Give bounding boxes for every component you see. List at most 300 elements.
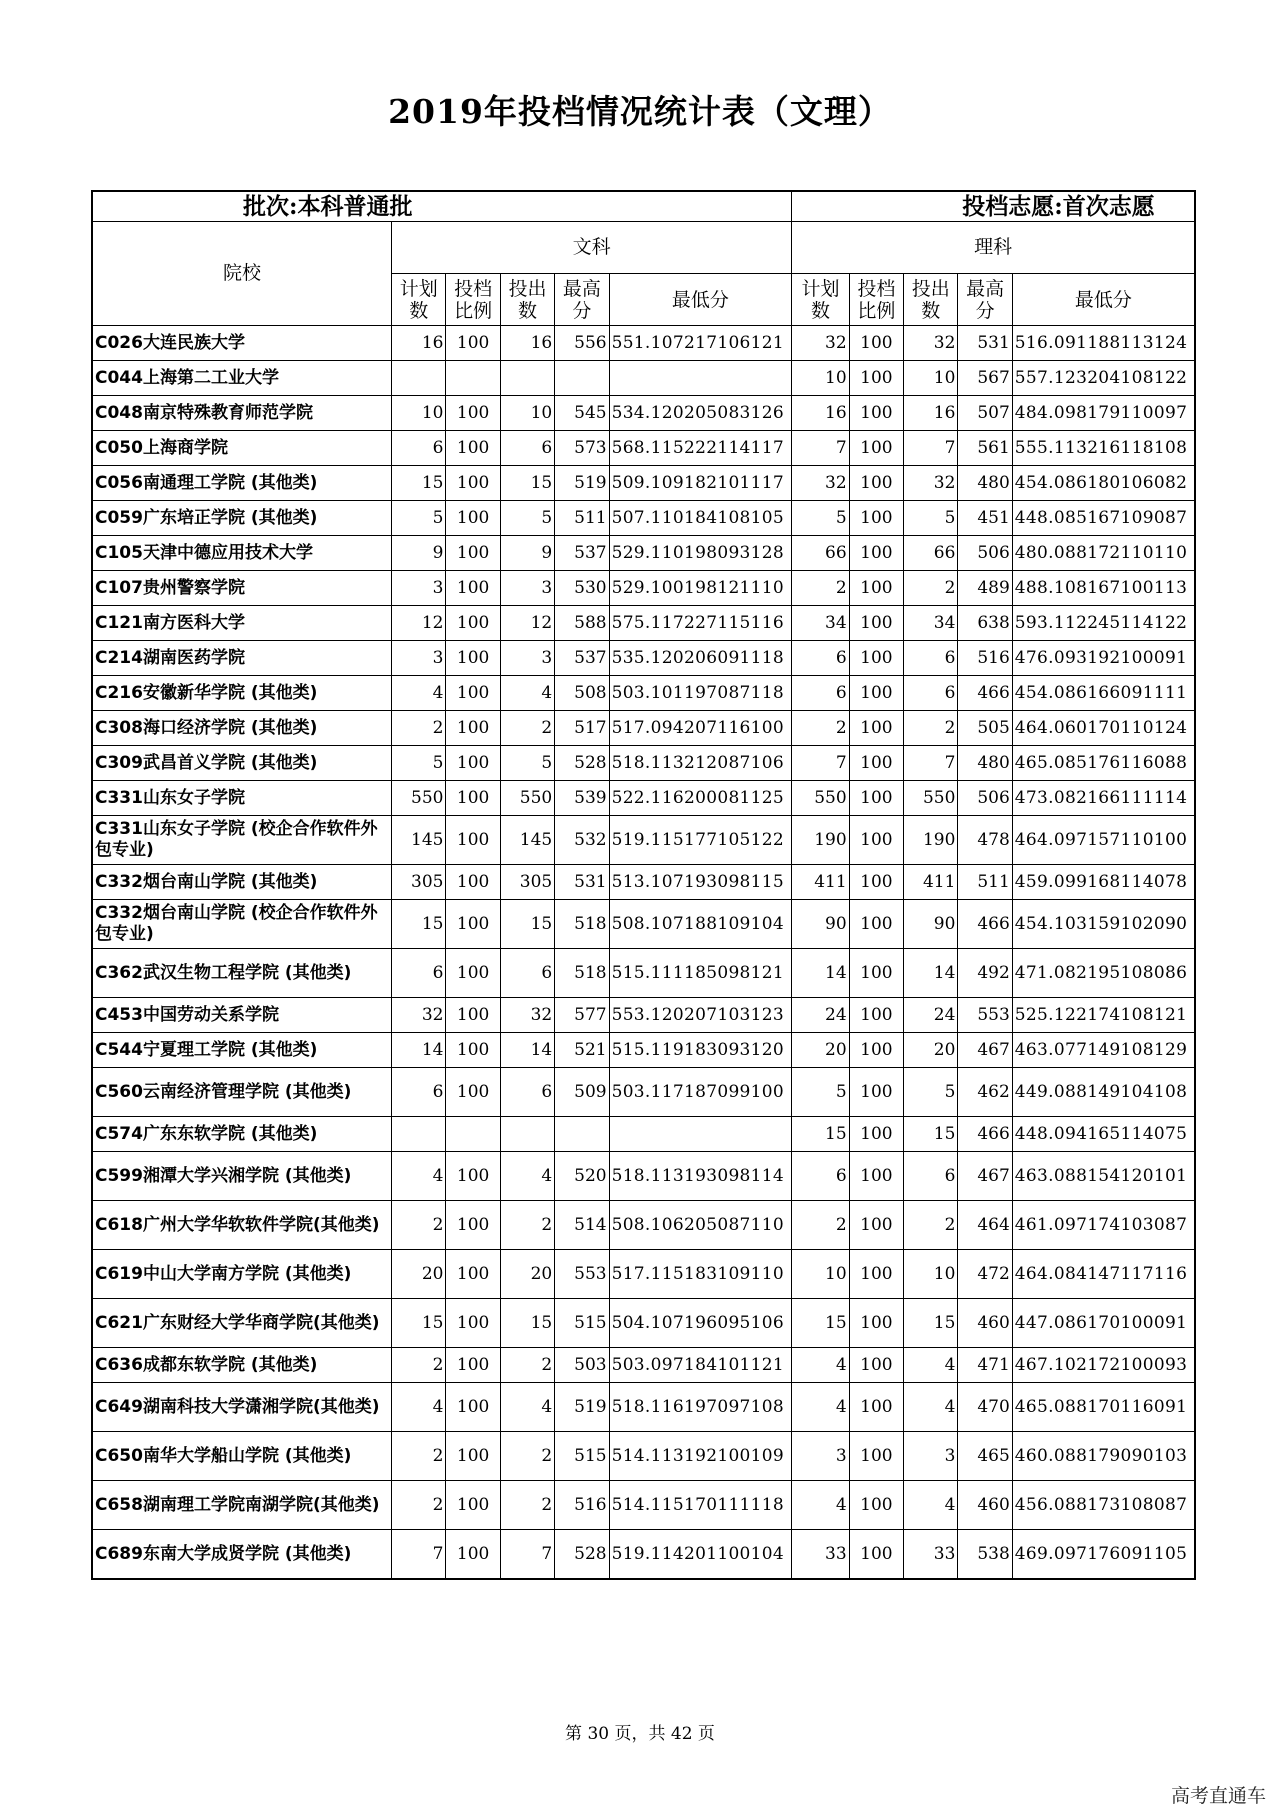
school-name-cell: C362武汉生物工程学院 (其他类) <box>92 949 392 998</box>
science-out-cell: 7 <box>904 431 958 466</box>
liberal-max-cell: 511 <box>555 501 609 536</box>
science-min-cell: 463.088154120101 <box>1012 1152 1195 1201</box>
science-ratio-cell: 100 <box>849 1530 903 1580</box>
science-plan-cell: 66 <box>792 536 849 571</box>
science-plan-cell: 190 <box>792 816 849 865</box>
liberal-ratio-cell: 100 <box>446 606 500 641</box>
science-min-cell: 471.082195108086 <box>1012 949 1195 998</box>
science-min-cell: 448.085167109087 <box>1012 501 1195 536</box>
science-plan-cell: 10 <box>792 361 849 396</box>
liberal-plan-cell: 145 <box>392 816 446 865</box>
liberal-max-cell: 573 <box>555 431 609 466</box>
science-min-cell: 449.088149104108 <box>1012 1068 1195 1117</box>
table-row <box>92 676 1195 711</box>
science-min-cell: 448.094165114075 <box>1012 1117 1195 1152</box>
science-ratio-cell: 100 <box>849 998 903 1033</box>
liberal-min-cell: 507.110184108105 <box>609 501 792 536</box>
liberal-out-cell: 3 <box>500 641 554 676</box>
liberal-min-cell: 519.114201100104 <box>609 1530 792 1580</box>
science-out-cell: 6 <box>904 641 958 676</box>
liberal-plan-cell: 4 <box>392 1152 446 1201</box>
stats-table <box>91 190 1196 1580</box>
science-max-cell: 465 <box>958 1432 1012 1481</box>
table-row <box>92 1250 1195 1299</box>
science-ratio-header: 投档 比例 <box>849 274 903 326</box>
science-min-cell: 476.093192100091 <box>1012 641 1195 676</box>
science-min-cell: 593.112245114122 <box>1012 606 1195 641</box>
liberal-max-cell: 528 <box>555 746 609 781</box>
school-name-cell: C050上海商学院 <box>92 431 392 466</box>
science-out-cell: 5 <box>904 1068 958 1117</box>
liberal-plan-cell: 305 <box>392 865 446 900</box>
liberal-min-cell: 503.117187099100 <box>609 1068 792 1117</box>
science-plan-cell: 4 <box>792 1348 849 1383</box>
table-row <box>92 466 1195 501</box>
liberal-plan-cell: 2 <box>392 711 446 746</box>
liberal-plan-cell: 3 <box>392 641 446 676</box>
liberal-ratio-cell: 100 <box>446 865 500 900</box>
science-plan-cell: 32 <box>792 326 849 361</box>
liberal-ratio-cell <box>446 361 500 396</box>
science-plan-cell: 7 <box>792 746 849 781</box>
science-out-cell: 33 <box>904 1530 958 1580</box>
school-name-cell: C026大连民族大学 <box>92 326 392 361</box>
science-max-cell: 480 <box>958 466 1012 501</box>
liberal-max-header: 最高 分 <box>555 274 609 326</box>
table-row <box>92 1201 1195 1250</box>
science-max-cell: 561 <box>958 431 1012 466</box>
liberal-min-cell: 515.111185098121 <box>609 949 792 998</box>
science-plan-cell: 6 <box>792 1152 849 1201</box>
science-ratio-cell: 100 <box>849 1152 903 1201</box>
liberal-max-cell: 530 <box>555 571 609 606</box>
science-plan-cell: 32 <box>792 466 849 501</box>
science-out-cell: 15 <box>904 1117 958 1152</box>
science-max-cell: 538 <box>958 1530 1012 1580</box>
school-column-header: 院校 <box>92 222 392 326</box>
science-out-cell: 6 <box>904 1152 958 1201</box>
table-row <box>92 1068 1195 1117</box>
liberal-plan-cell: 20 <box>392 1250 446 1299</box>
liberal-ratio-cell: 100 <box>446 1348 500 1383</box>
science-out-cell: 2 <box>904 1201 958 1250</box>
liberal-out-cell: 12 <box>500 606 554 641</box>
liberal-out-cell: 16 <box>500 326 554 361</box>
science-max-cell: 489 <box>958 571 1012 606</box>
liberal-ratio-cell: 100 <box>446 949 500 998</box>
liberal-plan-cell: 15 <box>392 1299 446 1348</box>
liberal-plan-cell: 2 <box>392 1348 446 1383</box>
school-name-cell: C658湖南理工学院南湖学院(其他类) <box>92 1481 392 1530</box>
liberal-out-cell: 32 <box>500 998 554 1033</box>
science-plan-cell: 4 <box>792 1383 849 1432</box>
liberal-out-cell: 145 <box>500 816 554 865</box>
preference-label: 投档志愿:首次志愿 <box>792 191 1195 222</box>
science-out-cell: 90 <box>904 900 958 949</box>
liberal-max-cell: 537 <box>555 536 609 571</box>
liberal-plan-cell: 15 <box>392 900 446 949</box>
liberal-min-header: 最低分 <box>609 274 792 326</box>
liberal-max-cell: 531 <box>555 865 609 900</box>
liberal-max-cell: 577 <box>555 998 609 1033</box>
liberal-max-cell: 521 <box>555 1033 609 1068</box>
liberal-max-cell: 532 <box>555 816 609 865</box>
liberal-min-cell: 503.097184101121 <box>609 1348 792 1383</box>
school-name-cell: C618广州大学华软软件学院(其他类) <box>92 1201 392 1250</box>
liberal-out-cell: 5 <box>500 501 554 536</box>
table-row <box>92 781 1195 816</box>
science-max-cell: 451 <box>958 501 1012 536</box>
science-out-cell: 4 <box>904 1383 958 1432</box>
school-name-cell: C048南京特殊教育师范学院 <box>92 396 392 431</box>
science-max-cell: 466 <box>958 900 1012 949</box>
science-min-cell: 480.088172110110 <box>1012 536 1195 571</box>
science-plan-cell: 34 <box>792 606 849 641</box>
liberal-plan-cell: 2 <box>392 1201 446 1250</box>
science-ratio-cell: 100 <box>849 1033 903 1068</box>
science-ratio-cell: 100 <box>849 1299 903 1348</box>
science-plan-cell: 4 <box>792 1481 849 1530</box>
science-plan-cell: 5 <box>792 501 849 536</box>
school-name-cell: C599湘潭大学兴湘学院 (其他类) <box>92 1152 392 1201</box>
science-plan-cell: 3 <box>792 1432 849 1481</box>
science-max-cell: 511 <box>958 865 1012 900</box>
science-max-cell: 531 <box>958 326 1012 361</box>
liberal-max-cell <box>555 361 609 396</box>
school-name-cell: C574广东东软学院 (其他类) <box>92 1117 392 1152</box>
liberal-out-cell: 4 <box>500 1152 554 1201</box>
science-min-cell: 460.088179090103 <box>1012 1432 1195 1481</box>
liberal-min-cell: 518.116197097108 <box>609 1383 792 1432</box>
liberal-plan-cell: 12 <box>392 606 446 641</box>
liberal-min-cell: 514.115170111118 <box>609 1481 792 1530</box>
science-ratio-cell: 100 <box>849 1383 903 1432</box>
liberal-max-cell: 519 <box>555 466 609 501</box>
liberal-min-cell <box>609 361 792 396</box>
science-min-header: 最低分 <box>1012 274 1195 326</box>
liberal-plan-cell: 10 <box>392 396 446 431</box>
table-row <box>92 361 1195 396</box>
liberal-min-cell: 568.115222114117 <box>609 431 792 466</box>
table-row <box>92 1299 1195 1348</box>
science-min-cell: 454.103159102090 <box>1012 900 1195 949</box>
science-min-cell: 467.102172100093 <box>1012 1348 1195 1383</box>
liberal-ratio-cell: 100 <box>446 571 500 606</box>
science-plan-cell: 15 <box>792 1299 849 1348</box>
liberal-max-cell: 515 <box>555 1299 609 1348</box>
science-max-cell: 470 <box>958 1383 1012 1432</box>
liberal-max-cell: 518 <box>555 900 609 949</box>
science-ratio-cell: 100 <box>849 466 903 501</box>
liberal-ratio-header: 投档 比例 <box>446 274 500 326</box>
liberal-out-cell <box>500 361 554 396</box>
liberal-min-cell: 519.115177105122 <box>609 816 792 865</box>
science-min-cell: 525.122174108121 <box>1012 998 1195 1033</box>
science-out-cell: 550 <box>904 781 958 816</box>
science-max-cell: 638 <box>958 606 1012 641</box>
liberal-min-cell: 509.109182101117 <box>609 466 792 501</box>
science-plan-cell: 10 <box>792 1250 849 1299</box>
science-min-cell: 464.084147117116 <box>1012 1250 1195 1299</box>
liberal-min-cell: 529.110198093128 <box>609 536 792 571</box>
liberal-out-cell: 10 <box>500 396 554 431</box>
liberal-ratio-cell: 100 <box>446 781 500 816</box>
liberal-max-cell: 514 <box>555 1201 609 1250</box>
liberal-out-cell: 2 <box>500 1348 554 1383</box>
liberal-min-cell <box>609 1117 792 1152</box>
liberal-arts-header: 文科 <box>392 222 792 274</box>
science-out-cell: 6 <box>904 676 958 711</box>
science-ratio-cell: 100 <box>849 501 903 536</box>
science-plan-cell: 33 <box>792 1530 849 1580</box>
science-plan-cell: 6 <box>792 641 849 676</box>
science-ratio-cell: 100 <box>849 326 903 361</box>
science-min-cell: 484.098179110097 <box>1012 396 1195 431</box>
science-ratio-cell: 100 <box>849 1068 903 1117</box>
science-out-cell: 24 <box>904 998 958 1033</box>
table-row <box>92 865 1195 900</box>
science-ratio-cell: 100 <box>849 900 903 949</box>
liberal-max-cell: 519 <box>555 1383 609 1432</box>
science-max-cell: 507 <box>958 396 1012 431</box>
science-ratio-cell: 100 <box>849 949 903 998</box>
liberal-ratio-cell: 100 <box>446 1201 500 1250</box>
liberal-min-cell: 551.107217106121 <box>609 326 792 361</box>
liberal-ratio-cell: 100 <box>446 1481 500 1530</box>
table-row <box>92 1383 1195 1432</box>
science-out-cell: 4 <box>904 1481 958 1530</box>
liberal-ratio-cell: 100 <box>446 641 500 676</box>
table-row <box>92 1152 1195 1201</box>
liberal-max-cell: 520 <box>555 1152 609 1201</box>
table-row <box>92 501 1195 536</box>
liberal-min-cell: 513.107193098115 <box>609 865 792 900</box>
science-max-cell: 506 <box>958 781 1012 816</box>
page-title: 2019年投档情况统计表（文理） <box>388 92 892 131</box>
liberal-max-cell: 517 <box>555 711 609 746</box>
liberal-ratio-cell: 100 <box>446 676 500 711</box>
science-out-cell: 32 <box>904 326 958 361</box>
liberal-plan-cell: 9 <box>392 536 446 571</box>
liberal-out-cell: 2 <box>500 1432 554 1481</box>
science-min-cell: 488.108167100113 <box>1012 571 1195 606</box>
liberal-out-header: 投出 数 <box>500 274 554 326</box>
science-max-cell: 466 <box>958 676 1012 711</box>
liberal-plan-cell: 7 <box>392 1530 446 1580</box>
science-min-cell: 454.086180106082 <box>1012 466 1195 501</box>
school-name-cell: C121南方医科大学 <box>92 606 392 641</box>
liberal-ratio-cell: 100 <box>446 998 500 1033</box>
science-min-cell: 463.077149108129 <box>1012 1033 1195 1068</box>
liberal-plan-cell: 5 <box>392 746 446 781</box>
table-row <box>92 1432 1195 1481</box>
science-min-cell: 465.088170116091 <box>1012 1383 1195 1432</box>
table-row <box>92 536 1195 571</box>
page-footer: 第 30 页，共 42 页 <box>565 1724 715 1744</box>
liberal-ratio-cell: 100 <box>446 1432 500 1481</box>
liberal-max-cell: 528 <box>555 1530 609 1580</box>
science-plan-cell: 14 <box>792 949 849 998</box>
science-out-cell: 5 <box>904 501 958 536</box>
school-name-cell: C544宁夏理工学院 (其他类) <box>92 1033 392 1068</box>
table-row <box>92 1348 1195 1383</box>
liberal-out-cell: 6 <box>500 1068 554 1117</box>
liberal-ratio-cell: 100 <box>446 1383 500 1432</box>
liberal-ratio-cell: 100 <box>446 711 500 746</box>
liberal-max-cell: 518 <box>555 949 609 998</box>
science-out-cell: 34 <box>904 606 958 641</box>
science-out-cell: 2 <box>904 571 958 606</box>
liberal-ratio-cell: 100 <box>446 536 500 571</box>
liberal-out-cell: 4 <box>500 676 554 711</box>
liberal-plan-cell: 15 <box>392 466 446 501</box>
science-out-cell: 15 <box>904 1299 958 1348</box>
liberal-out-cell: 9 <box>500 536 554 571</box>
science-max-header: 最高 分 <box>958 274 1012 326</box>
science-plan-cell: 2 <box>792 571 849 606</box>
science-header: 理科 <box>792 222 1195 274</box>
science-plan-cell: 5 <box>792 1068 849 1117</box>
table-row <box>92 326 1195 361</box>
liberal-out-cell: 20 <box>500 1250 554 1299</box>
liberal-plan-cell <box>392 361 446 396</box>
science-max-cell: 466 <box>958 1117 1012 1152</box>
liberal-out-cell: 4 <box>500 1383 554 1432</box>
table-row <box>92 571 1195 606</box>
school-name-cell: C332烟台南山学院 (其他类) <box>92 865 392 900</box>
science-out-cell: 7 <box>904 746 958 781</box>
liberal-ratio-cell: 100 <box>446 501 500 536</box>
liberal-plan-cell: 32 <box>392 998 446 1033</box>
liberal-ratio-cell: 100 <box>446 1299 500 1348</box>
science-ratio-cell: 100 <box>849 1481 903 1530</box>
science-ratio-cell: 100 <box>849 1348 903 1383</box>
school-name-cell: C621广东财经大学华商学院(其他类) <box>92 1299 392 1348</box>
liberal-ratio-cell: 100 <box>446 746 500 781</box>
liberal-ratio-cell: 100 <box>446 1250 500 1299</box>
science-min-cell: 464.097157110100 <box>1012 816 1195 865</box>
liberal-min-cell: 534.120205083126 <box>609 396 792 431</box>
science-out-cell: 411 <box>904 865 958 900</box>
watermark: 高考直通车 <box>1170 1785 1266 1807</box>
science-plan-cell: 2 <box>792 711 849 746</box>
liberal-plan-cell: 14 <box>392 1033 446 1068</box>
science-max-cell: 472 <box>958 1250 1012 1299</box>
table-row <box>92 998 1195 1033</box>
liberal-ratio-cell: 100 <box>446 1033 500 1068</box>
science-max-cell: 516 <box>958 641 1012 676</box>
liberal-max-cell: 553 <box>555 1250 609 1299</box>
liberal-ratio-cell: 100 <box>446 1152 500 1201</box>
school-name-cell: C056南通理工学院 (其他类) <box>92 466 392 501</box>
liberal-plan-cell <box>392 1117 446 1152</box>
science-out-cell: 10 <box>904 361 958 396</box>
school-name-cell: C216安徽新华学院 (其他类) <box>92 676 392 711</box>
science-min-cell: 461.097174103087 <box>1012 1201 1195 1250</box>
liberal-min-cell: 515.119183093120 <box>609 1033 792 1068</box>
liberal-min-cell: 514.113192100109 <box>609 1432 792 1481</box>
science-ratio-cell: 100 <box>849 781 903 816</box>
liberal-max-cell: 508 <box>555 676 609 711</box>
science-min-cell: 456.088173108087 <box>1012 1481 1195 1530</box>
science-max-cell: 567 <box>958 361 1012 396</box>
science-max-cell: 460 <box>958 1299 1012 1348</box>
school-name-cell: C619中山大学南方学院 (其他类) <box>92 1250 392 1299</box>
science-plan-cell: 16 <box>792 396 849 431</box>
science-ratio-cell: 100 <box>849 816 903 865</box>
science-max-cell: 462 <box>958 1068 1012 1117</box>
liberal-max-cell: 539 <box>555 781 609 816</box>
science-min-cell: 516.091188113124 <box>1012 326 1195 361</box>
school-name-cell: C332烟台南山学院 (校企合作软件外包专业) <box>92 900 392 949</box>
science-ratio-cell: 100 <box>849 865 903 900</box>
science-plan-cell: 2 <box>792 1201 849 1250</box>
science-ratio-cell: 100 <box>849 361 903 396</box>
science-ratio-cell: 100 <box>849 746 903 781</box>
liberal-min-cell: 518.113193098114 <box>609 1152 792 1201</box>
liberal-out-cell: 15 <box>500 1299 554 1348</box>
science-min-cell: 555.113216118108 <box>1012 431 1195 466</box>
science-plan-cell: 15 <box>792 1117 849 1152</box>
liberal-min-cell: 522.116200081125 <box>609 781 792 816</box>
science-max-cell: 492 <box>958 949 1012 998</box>
liberal-max-cell <box>555 1117 609 1152</box>
science-out-cell: 16 <box>904 396 958 431</box>
liberal-max-cell: 515 <box>555 1432 609 1481</box>
school-name-cell: C309武昌首义学院 (其他类) <box>92 746 392 781</box>
science-out-cell: 4 <box>904 1348 958 1383</box>
school-name-cell: C650南华大学船山学院 (其他类) <box>92 1432 392 1481</box>
science-plan-cell: 20 <box>792 1033 849 1068</box>
science-min-cell: 464.060170110124 <box>1012 711 1195 746</box>
liberal-plan-cell: 16 <box>392 326 446 361</box>
liberal-plan-cell: 2 <box>392 1432 446 1481</box>
science-ratio-cell: 100 <box>849 571 903 606</box>
science-max-cell: 467 <box>958 1033 1012 1068</box>
science-out-cell: 190 <box>904 816 958 865</box>
liberal-out-cell: 550 <box>500 781 554 816</box>
school-name-cell: C453中国劳动关系学院 <box>92 998 392 1033</box>
science-min-cell: 557.123204108122 <box>1012 361 1195 396</box>
school-name-cell: C059广东培正学院 (其他类) <box>92 501 392 536</box>
science-plan-cell: 550 <box>792 781 849 816</box>
school-name-cell: C107贵州警察学院 <box>92 571 392 606</box>
science-ratio-cell: 100 <box>849 1201 903 1250</box>
liberal-plan-cell: 4 <box>392 1383 446 1432</box>
school-name-cell: C044上海第二工业大学 <box>92 361 392 396</box>
liberal-min-cell: 508.107188109104 <box>609 900 792 949</box>
table-row <box>92 1530 1195 1580</box>
liberal-plan-cell: 550 <box>392 781 446 816</box>
table-row <box>92 816 1195 865</box>
school-name-cell: C689东南大学成贤学院 (其他类) <box>92 1530 392 1580</box>
science-max-cell: 553 <box>958 998 1012 1033</box>
science-min-cell: 465.085176116088 <box>1012 746 1195 781</box>
table-row <box>92 900 1195 949</box>
table-row <box>92 396 1195 431</box>
table-row <box>92 1117 1195 1152</box>
science-plan-cell: 7 <box>792 431 849 466</box>
liberal-out-cell: 15 <box>500 466 554 501</box>
liberal-min-cell: 503.101197087118 <box>609 676 792 711</box>
liberal-out-cell: 305 <box>500 865 554 900</box>
liberal-min-cell: 518.113212087106 <box>609 746 792 781</box>
science-out-cell: 14 <box>904 949 958 998</box>
liberal-max-cell: 503 <box>555 1348 609 1383</box>
science-min-cell: 469.097176091105 <box>1012 1530 1195 1580</box>
liberal-plan-header: 计划 数 <box>392 274 446 326</box>
science-max-cell: 480 <box>958 746 1012 781</box>
